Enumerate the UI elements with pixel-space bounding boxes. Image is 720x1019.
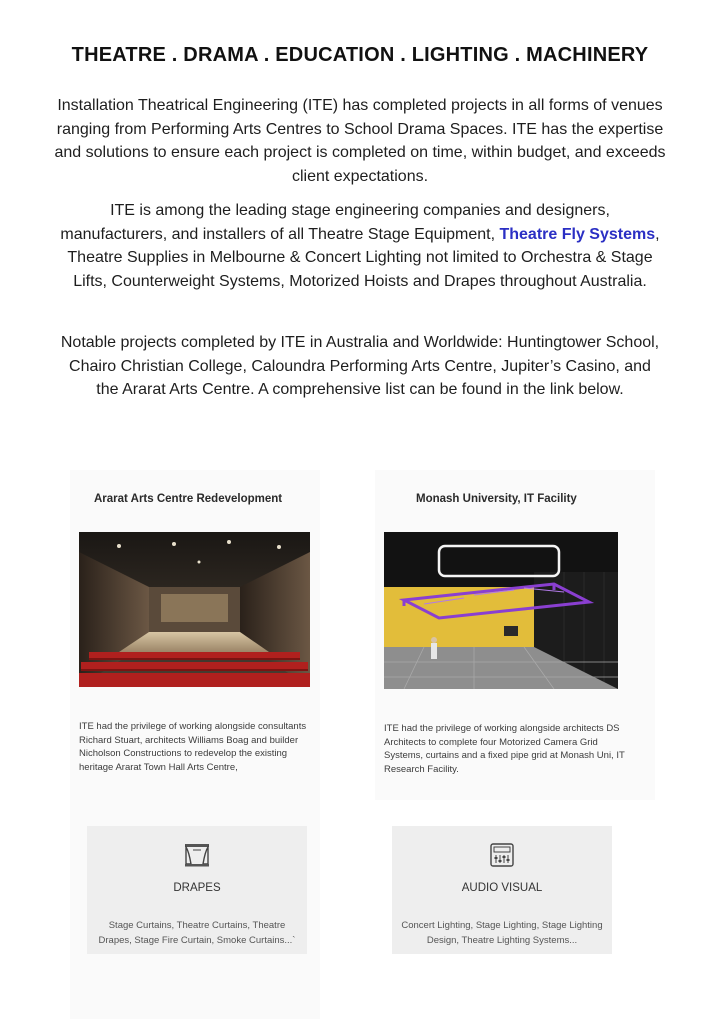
project-description-monash: ITE had the privilege of working alongside architects DS Architects to complete four Motorized Camera Grid Systems, curtains and a fixed pipe grid at Monash Uni, IT Research Facility. (384, 723, 625, 775)
monash-facility-photo[interactable] (384, 532, 618, 689)
project-title-monash[interactable]: Monash University, IT Facility (416, 493, 577, 505)
intro-paragraph: Installation Theatrical Engineering (ITE) has completed projects in all forms of venues ranging from Performing Arts Centres to School Drama Spaces. ITE has the expertise and solutions to ensure each project is completed on time, within budget, and exceeds client expectations. (54, 97, 666, 185)
studio-image (384, 532, 618, 689)
service-title-drapes: DRAPES (173, 882, 221, 894)
about-text-after: , Theatre Supplies in Melbourne & Concert Lighting not limited to Orchestra & Stage Lifts, Counterweight Systems, Motorized Hoists and Drapes throughout Australia. (67, 225, 660, 290)
service-card-drapes[interactable] (87, 826, 307, 954)
about-text-before: ITE is among the leading stage engineering companies and designers, manufacturers, and installers of all Theatre Stage Equipment, (60, 202, 610, 243)
stage-curtain-icon (184, 842, 210, 868)
ararat-auditorium-photo[interactable] (79, 532, 310, 687)
service-description-audio-visual: Concert Lighting, Stage Lighting, Stage Lighting Design, Theatre Lighting Systems... (401, 920, 603, 946)
theatre-fly-systems-link[interactable]: Theatre Fly Systems (499, 225, 656, 243)
project-description-ararat: ITE had the privilege of working alongside consultants Richard Stuart, architects Williams Boag and builder Nicholson Constructions to redevelop the existing heritage Ararat Town Hall Arts Centre, (79, 721, 307, 773)
mixing-console-icon (489, 842, 515, 868)
notable-projects-paragraph: Notable projects completed by ITE in Australia and Worldwide: Huntingtower School, Chairo Christian College, Caloundra Performing Arts Centre, Jupiter’s Casino, and the Ararat Arts Centre. A comprehensive list can be found in the link below. (60, 334, 660, 398)
project-title-ararat[interactable]: Ararat Arts Centre Redevelopment (94, 493, 283, 505)
service-card-audio-visual[interactable] (392, 826, 612, 954)
service-title-audio-visual: AUDIO VISUAL (461, 882, 543, 894)
page-headline: THEATRE . DRAMA . EDUCATION . LIGHTING . MACHINERY (71, 44, 649, 66)
auditorium-image (79, 532, 310, 687)
about-paragraph (60, 199, 660, 293)
service-description-drapes: Stage Curtains, Theatre Curtains, Theatre Drapes, Stage Fire Curtain, Smoke Curtains...` (98, 920, 296, 946)
